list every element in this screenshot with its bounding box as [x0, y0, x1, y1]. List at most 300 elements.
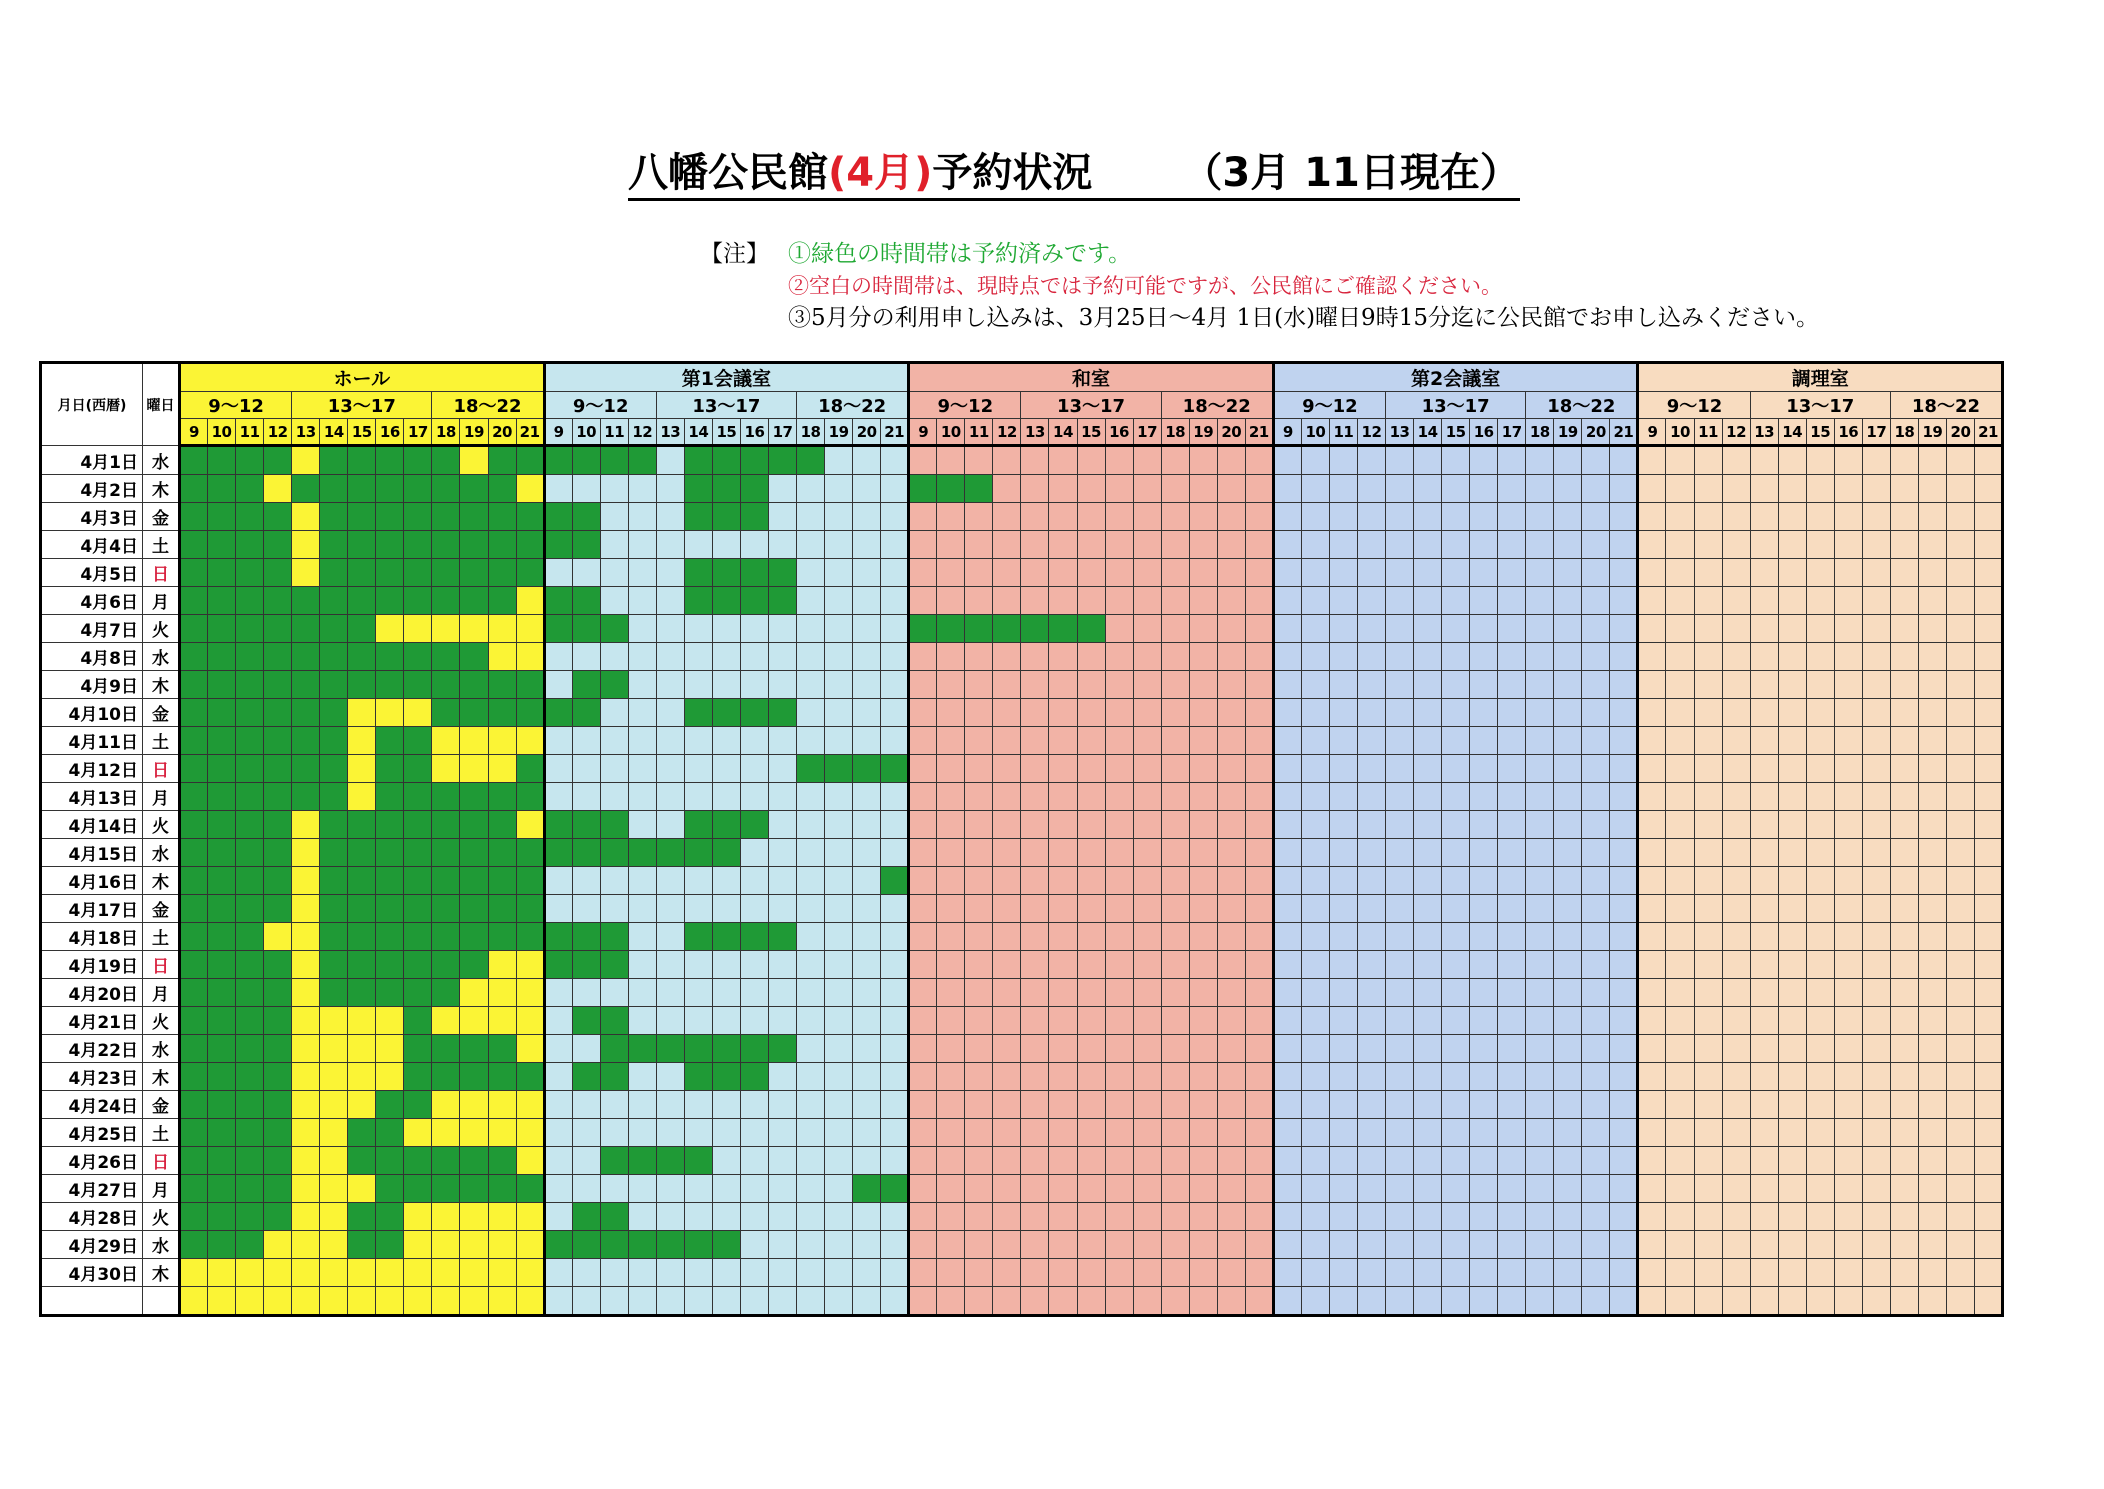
time-slot	[1975, 475, 2003, 503]
booked-slot	[712, 503, 740, 531]
booked-slot	[712, 446, 740, 475]
time-slot	[797, 1259, 825, 1287]
time-slot	[937, 811, 965, 839]
time-slot	[600, 1287, 628, 1316]
time-slot	[1582, 699, 1610, 727]
time-slot	[1610, 839, 1638, 867]
time-slot	[1217, 615, 1245, 643]
time-slot	[1105, 559, 1133, 587]
hour-header: 11	[1694, 419, 1722, 446]
time-slot	[684, 727, 712, 755]
time-slot	[1694, 755, 1722, 783]
time-slot	[1946, 475, 1974, 503]
time-slot	[1245, 559, 1273, 587]
time-slot	[1498, 867, 1526, 895]
time-slot	[628, 531, 656, 559]
time-slot	[1357, 839, 1385, 867]
time-slot	[768, 643, 796, 671]
time-slot	[1021, 1035, 1049, 1063]
time-slot	[1554, 755, 1582, 783]
hour-header: 19	[1189, 419, 1217, 446]
time-slot	[1778, 559, 1806, 587]
time-slot	[600, 559, 628, 587]
booked-slot	[292, 727, 320, 755]
time-slot	[1722, 839, 1750, 867]
booked-slot	[460, 1147, 488, 1175]
time-slot	[1386, 895, 1414, 923]
booked-slot	[1021, 615, 1049, 643]
time-slot	[712, 643, 740, 671]
time-slot	[264, 923, 292, 951]
time-slot	[909, 1007, 937, 1035]
time-slot	[1021, 727, 1049, 755]
booked-slot	[208, 811, 236, 839]
time-slot	[1834, 867, 1862, 895]
booked-slot	[348, 446, 376, 475]
time-slot	[1890, 446, 1918, 475]
time-slot	[909, 699, 937, 727]
time-slot	[1049, 699, 1077, 727]
booked-slot	[348, 671, 376, 699]
time-slot	[937, 755, 965, 783]
time-slot	[628, 727, 656, 755]
time-slot	[1918, 503, 1946, 531]
time-slot	[1357, 811, 1385, 839]
time-slot	[1834, 727, 1862, 755]
room-header: 第2会議室	[1273, 363, 1638, 392]
time-slot	[1105, 1147, 1133, 1175]
time-slot	[1750, 867, 1778, 895]
time-slot	[1189, 951, 1217, 979]
time-slot	[1498, 587, 1526, 615]
time-slot	[1470, 1259, 1498, 1287]
time-slot	[1386, 783, 1414, 811]
time-slot	[320, 1063, 348, 1091]
time-slot	[460, 1287, 488, 1316]
time-slot	[292, 559, 320, 587]
time-slot	[544, 867, 572, 895]
booked-slot	[208, 1091, 236, 1119]
time-slot	[1722, 1147, 1750, 1175]
time-slot	[1526, 1203, 1554, 1231]
time-slot	[825, 1119, 853, 1147]
time-slot	[1750, 923, 1778, 951]
time-slot	[1694, 979, 1722, 1007]
time-slot	[740, 727, 768, 755]
time-slot	[1442, 503, 1470, 531]
time-slot	[1105, 615, 1133, 643]
time-slot	[768, 1287, 796, 1316]
time-slot	[965, 895, 993, 923]
time-slot	[1245, 531, 1273, 559]
time-slot	[853, 867, 881, 895]
time-slot	[909, 867, 937, 895]
time-slot	[1470, 643, 1498, 671]
time-slot	[1554, 1147, 1582, 1175]
booked-slot	[404, 783, 432, 811]
time-slot	[1217, 811, 1245, 839]
time-slot	[656, 643, 684, 671]
time-slot	[1722, 587, 1750, 615]
time-slot	[1357, 475, 1385, 503]
hour-header: 18	[432, 419, 460, 446]
hour-header: 12	[1722, 419, 1750, 446]
time-slot	[1694, 923, 1722, 951]
time-slot	[768, 475, 796, 503]
time-slot	[1133, 1147, 1161, 1175]
time-slot	[544, 783, 572, 811]
time-slot	[432, 727, 460, 755]
time-slot	[1554, 811, 1582, 839]
time-slot	[656, 811, 684, 839]
time-slot	[1890, 1035, 1918, 1063]
time-slot	[684, 671, 712, 699]
time-slot	[825, 895, 853, 923]
weekday-cell: 日	[143, 951, 180, 979]
time-slot	[1834, 1287, 1862, 1316]
booked-slot	[656, 1147, 684, 1175]
booked-slot	[376, 979, 404, 1007]
booked-slot	[516, 531, 544, 559]
time-slot	[1946, 587, 1974, 615]
time-slot	[909, 839, 937, 867]
time-slot	[404, 1287, 432, 1316]
time-slot	[1918, 923, 1946, 951]
time-slot	[937, 1091, 965, 1119]
time-slot	[993, 1119, 1021, 1147]
time-slot	[1722, 867, 1750, 895]
time-slot	[488, 727, 516, 755]
time-slot	[320, 1175, 348, 1203]
time-slot	[1470, 587, 1498, 615]
time-slot	[1638, 1259, 1666, 1287]
time-slot	[1217, 1175, 1245, 1203]
time-slot	[1778, 1287, 1806, 1316]
time-slot	[1470, 1091, 1498, 1119]
time-slot	[1890, 1175, 1918, 1203]
time-slot	[1806, 867, 1834, 895]
booked-slot	[460, 699, 488, 727]
time-slot	[712, 951, 740, 979]
time-slot	[1357, 1231, 1385, 1259]
time-slot	[1554, 1203, 1582, 1231]
time-slot	[1750, 531, 1778, 559]
time-slot	[628, 979, 656, 1007]
weekday-cell: 火	[143, 1007, 180, 1035]
time-slot	[572, 1091, 600, 1119]
time-slot	[1329, 1175, 1357, 1203]
time-slot	[488, 1259, 516, 1287]
time-slot	[740, 1231, 768, 1259]
booked-slot	[404, 951, 432, 979]
time-slot	[1610, 1147, 1638, 1175]
time-slot	[768, 1203, 796, 1231]
time-slot	[1526, 727, 1554, 755]
time-slot	[1217, 951, 1245, 979]
time-slot	[1049, 1035, 1077, 1063]
time-slot	[1610, 1007, 1638, 1035]
time-slot	[1133, 1035, 1161, 1063]
time-slot	[1077, 1231, 1105, 1259]
booked-slot	[572, 587, 600, 615]
time-slot	[937, 1287, 965, 1316]
time-slot	[1301, 671, 1329, 699]
time-slot	[1442, 1035, 1470, 1063]
time-slot	[797, 1203, 825, 1231]
time-slot	[825, 1147, 853, 1175]
time-slot	[937, 671, 965, 699]
booked-slot	[376, 587, 404, 615]
time-slot	[1918, 446, 1946, 475]
time-slot	[1049, 727, 1077, 755]
booked-slot	[544, 615, 572, 643]
date-cell: 4月9日	[41, 671, 143, 699]
hour-header: 11	[965, 419, 993, 446]
time-slot	[881, 1287, 909, 1316]
booked-slot	[320, 446, 348, 475]
time-slot	[993, 587, 1021, 615]
time-slot	[1834, 1259, 1862, 1287]
booked-slot	[432, 811, 460, 839]
time-slot	[1245, 1231, 1273, 1259]
time-slot	[1414, 1287, 1442, 1316]
booked-slot	[684, 699, 712, 727]
time-slot	[1442, 1231, 1470, 1259]
booked-slot	[404, 1091, 432, 1119]
time-slot	[1666, 446, 1694, 475]
time-slot	[1806, 1007, 1834, 1035]
time-slot	[292, 1091, 320, 1119]
time-slot	[1470, 839, 1498, 867]
booked-slot	[965, 615, 993, 643]
booked-slot	[572, 1007, 600, 1035]
time-slot	[1694, 1287, 1722, 1316]
weekday-cell: 金	[143, 699, 180, 727]
booked-slot	[208, 979, 236, 1007]
time-slot	[1133, 895, 1161, 923]
booked-slot	[376, 1231, 404, 1259]
time-slot	[1582, 1119, 1610, 1147]
booked-slot	[628, 1147, 656, 1175]
time-slot	[1049, 643, 1077, 671]
hour-header: 15	[1077, 419, 1105, 446]
time-slot	[1975, 1035, 2003, 1063]
time-slot	[1582, 1231, 1610, 1259]
time-slot	[1554, 867, 1582, 895]
time-slot	[1161, 923, 1189, 951]
time-slot	[797, 559, 825, 587]
time-slot	[797, 1175, 825, 1203]
date-cell: 4月22日	[41, 1035, 143, 1063]
time-slot	[1105, 1259, 1133, 1287]
booked-slot	[488, 923, 516, 951]
booked-slot	[292, 587, 320, 615]
booked-slot	[348, 895, 376, 923]
time-slot	[1470, 503, 1498, 531]
booked-slot	[180, 699, 208, 727]
booked-slot	[544, 587, 572, 615]
time-slot	[1918, 1287, 1946, 1316]
booked-slot	[740, 446, 768, 475]
time-slot	[1778, 923, 1806, 951]
time-slot	[1301, 1259, 1329, 1287]
booked-slot	[993, 615, 1021, 643]
time-slot	[516, 811, 544, 839]
time-slot	[712, 867, 740, 895]
time-slot	[1975, 1259, 2003, 1287]
time-slot	[572, 783, 600, 811]
booked-slot	[488, 783, 516, 811]
time-slot	[1245, 1259, 1273, 1287]
time-slot	[656, 895, 684, 923]
booked-slot	[376, 895, 404, 923]
booked-slot	[600, 1231, 628, 1259]
booked-slot	[376, 671, 404, 699]
time-slot	[600, 531, 628, 559]
booked-slot	[320, 783, 348, 811]
time-slot	[460, 1203, 488, 1231]
booked-slot	[236, 475, 264, 503]
time-slot	[1245, 951, 1273, 979]
time-slot	[965, 503, 993, 531]
time-slot	[460, 1091, 488, 1119]
time-slot	[1610, 1035, 1638, 1063]
time-slot	[1105, 1091, 1133, 1119]
time-slot	[853, 923, 881, 951]
time-slot	[1021, 1231, 1049, 1259]
booked-slot	[208, 867, 236, 895]
time-slot	[853, 811, 881, 839]
time-slot	[1133, 503, 1161, 531]
booked-slot	[740, 587, 768, 615]
time-slot	[1498, 503, 1526, 531]
date-cell: 4月11日	[41, 727, 143, 755]
time-slot	[1301, 1119, 1329, 1147]
time-slot	[1329, 727, 1357, 755]
time-slot	[1806, 671, 1834, 699]
time-slot	[1918, 587, 1946, 615]
time-slot	[1526, 1091, 1554, 1119]
time-slot	[516, 1119, 544, 1147]
time-slot	[965, 699, 993, 727]
booked-slot	[208, 1147, 236, 1175]
time-slot	[1554, 895, 1582, 923]
time-slot	[1582, 755, 1610, 783]
time-slot	[1077, 755, 1105, 783]
time-slot	[1918, 699, 1946, 727]
weekday-cell: 月	[143, 587, 180, 615]
time-slot	[1105, 867, 1133, 895]
time-slot	[1778, 671, 1806, 699]
time-slot	[1778, 1259, 1806, 1287]
time-slot	[1638, 839, 1666, 867]
room-header: ホール	[180, 363, 545, 392]
time-slot	[544, 895, 572, 923]
time-slot	[1077, 1091, 1105, 1119]
time-slot	[432, 1287, 460, 1316]
booked-slot	[572, 671, 600, 699]
time-slot	[1778, 615, 1806, 643]
time-slot	[881, 587, 909, 615]
time-slot	[1217, 671, 1245, 699]
time-slot	[1273, 1091, 1301, 1119]
time-slot	[1133, 1287, 1161, 1316]
booked-slot	[881, 1175, 909, 1203]
time-slot	[1021, 867, 1049, 895]
time-slot	[1666, 1259, 1694, 1287]
booked-slot	[544, 923, 572, 951]
time-slot	[1890, 979, 1918, 1007]
date-cell: 4月13日	[41, 783, 143, 811]
time-slot	[320, 1231, 348, 1259]
time-slot	[825, 531, 853, 559]
time-slot	[1778, 1147, 1806, 1175]
time-slot	[740, 895, 768, 923]
time-slot	[1021, 923, 1049, 951]
time-slot	[965, 1119, 993, 1147]
time-slot	[1498, 446, 1526, 475]
time-slot	[1329, 895, 1357, 923]
time-slot	[1666, 1035, 1694, 1063]
booked-slot	[572, 531, 600, 559]
time-slot	[1778, 727, 1806, 755]
time-slot	[1077, 1007, 1105, 1035]
time-slot	[1217, 1259, 1245, 1287]
date-cell: 4月7日	[41, 615, 143, 643]
time-slot	[1470, 951, 1498, 979]
time-slot	[600, 503, 628, 531]
booked-slot	[264, 531, 292, 559]
room-header: 第1会議室	[544, 363, 909, 392]
booked-slot	[180, 587, 208, 615]
booked-slot	[376, 839, 404, 867]
time-slot	[1946, 1203, 1974, 1231]
time-slot	[1329, 839, 1357, 867]
booked-slot	[488, 531, 516, 559]
time-slot	[1357, 1175, 1385, 1203]
time-slot	[572, 643, 600, 671]
time-slot	[1666, 1287, 1694, 1316]
time-slot	[460, 979, 488, 1007]
time-slot	[1750, 559, 1778, 587]
time-slot	[1414, 839, 1442, 867]
booked-slot	[600, 1007, 628, 1035]
time-slot	[1386, 531, 1414, 559]
time-slot	[264, 1231, 292, 1259]
booked-slot	[684, 587, 712, 615]
time-slot	[1862, 895, 1890, 923]
date-cell: 4月3日	[41, 503, 143, 531]
weekday-cell: 水	[143, 1035, 180, 1063]
time-slot	[909, 1175, 937, 1203]
time-slot	[1217, 1035, 1245, 1063]
time-slot	[1750, 671, 1778, 699]
booked-slot	[348, 475, 376, 503]
time-slot	[1638, 951, 1666, 979]
time-slot	[1329, 503, 1357, 531]
time-slot	[1021, 811, 1049, 839]
time-slot	[544, 1259, 572, 1287]
time-slot	[1161, 979, 1189, 1007]
time-slot	[1554, 1035, 1582, 1063]
time-slot	[825, 1175, 853, 1203]
booked-slot	[488, 1175, 516, 1203]
time-slot	[1610, 643, 1638, 671]
time-slot	[1778, 1175, 1806, 1203]
hour-header: 12	[1357, 419, 1385, 446]
time-slot	[628, 783, 656, 811]
time-slot	[1273, 699, 1301, 727]
